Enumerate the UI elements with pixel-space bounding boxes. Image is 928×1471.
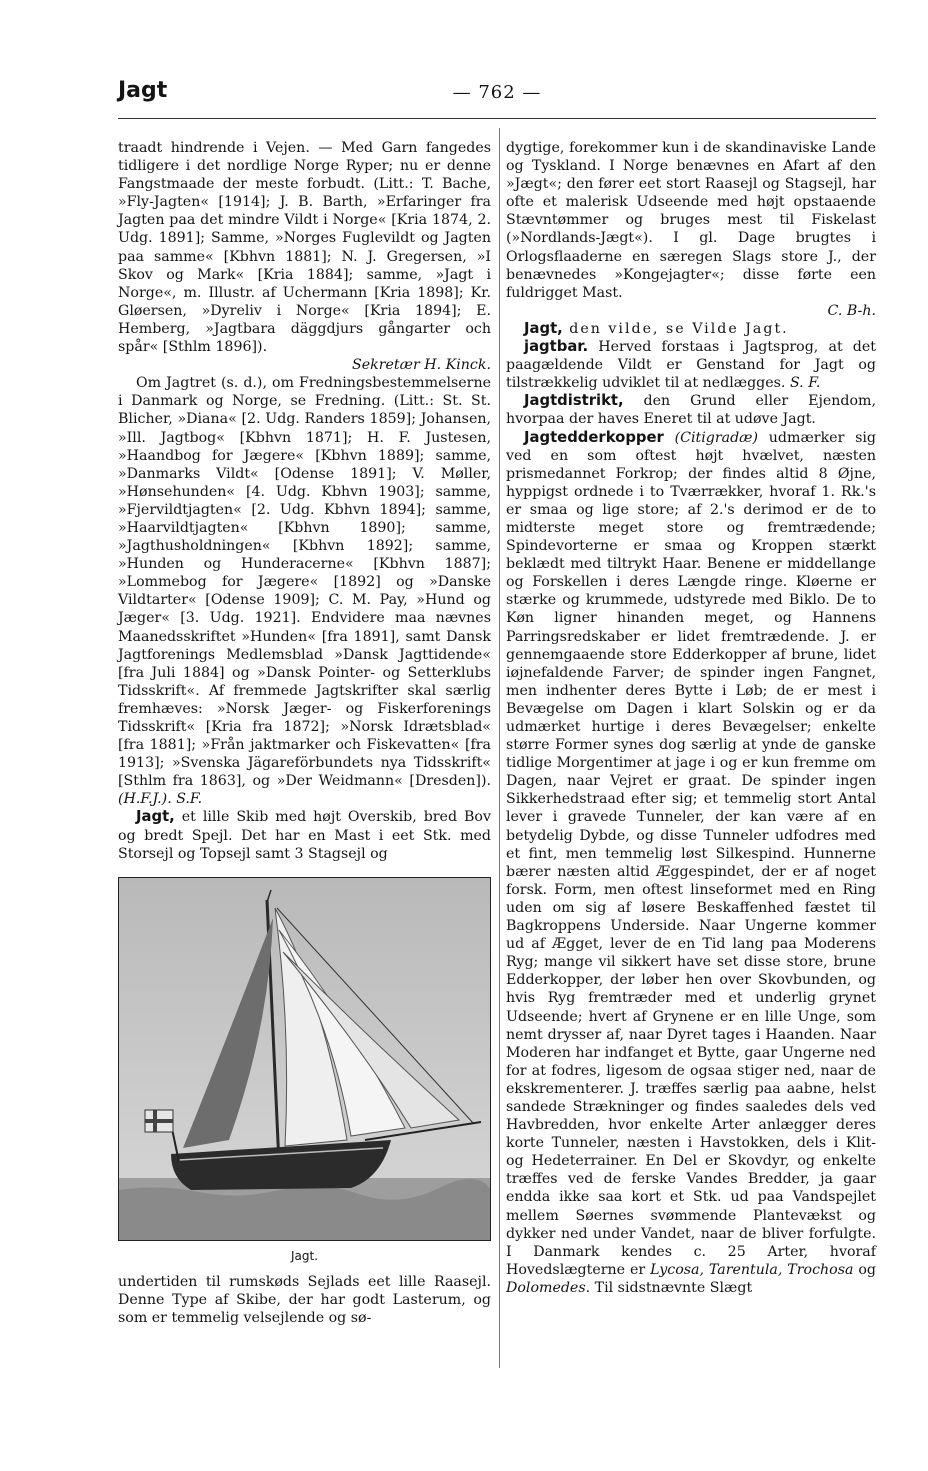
paragraph-jagt-garn: traadt hindrende i Vejen. — Med Garn fangedes tidligere i det nordlige Norge Ryper; nu er denne Fangstmaade der meste forbudt. (Litt.: T. Bache, »Fly-Jagten« [1914]; J. B. Barth, »Erfaringer fra Jagten paa det mindre Vildt i Norge« [Kria 1874, 2. Udg. 1891]; Samme, »Norges Fuglevildt og Jagten paa samme« [Kbhvn 1881]; N. J. Gregersen, »I Skov og Mark« [Kria 1884]; samme, »Jagt i Norge«, m. Illustr. af Uchermann [Kria 1898]; Kr. Gløersen, »Dyreliv i Norge« [Kria 1894]; E. Hemberg, »Jagtbara däggdjurs gångarter och spår« [Sthlm 1896]). xyxy=(118,140,491,356)
page-header xyxy=(118,78,876,114)
signature-kinck: Sekretær H. Kinck. xyxy=(352,357,491,374)
entry-jagt-skib xyxy=(118,808,491,862)
genus-dolomedes: Dolomedes xyxy=(506,1279,586,1296)
genera-list: Lycosa, Tarentula, Trochosa xyxy=(650,1261,854,1278)
header-rule xyxy=(118,118,876,119)
entry-keyword-jagtedderkopper: Jagtedderkopper xyxy=(524,428,664,446)
entry-keyword-jagt-vilde: Jagt, xyxy=(524,319,563,337)
ship-image xyxy=(119,878,491,1240)
entry-jagtbar-body: Herved forstaas i Jagtsprog, at det paagældende Vildt er Genstand for Jagt og tilstrækkelig udviklet til at nedlægges. xyxy=(506,339,876,392)
entry-keyword-jagtbar: jagtbar. xyxy=(524,338,589,356)
entry-jagtdistrikt-body: den Grund eller Ejendom, hvorpaa der haves Eneret til at udøve Jagt. xyxy=(506,393,876,428)
entry-keyword-jagt: Jagt, xyxy=(136,808,175,826)
latin-name: (Citigradæ) xyxy=(674,429,759,446)
right-column xyxy=(506,139,876,1297)
entry-jagt-vilde xyxy=(506,320,876,338)
genera-og: og xyxy=(853,1261,877,1278)
entry-jagt-body: et lille Skib med højt Overskib, bred Bov og bredt Spejl. Det har en Mast i eet Stk. med Storsejl og Topsejl samt 3 Stagsejl og xyxy=(118,809,491,862)
jagtret-body: Om Jagtret (s. d.), om Fredningsbestemmelserne i Danmark og Norge, se Fredning. (Litt.: St. St. Blicher, »Diana« [2. Udg. Randers 1859]; Johansen, »Ill. Jagtbog« [Kbhvn 1871]; H. F. Justesen, »Haandbog for Jægere« [Kbhvn 1889]; samme, »Danmarks Vildt« [Odense 1891]; V. Møller, »Hønsehunden« [4. Udg. Kbhvn 1903]; samme, »Fjervildtjagten« [2. Udg. Kbhvn 1894]; samme, »Haarvildtjagten« [Kbhvn 1890]; samme, »Jagthusholdningen« [Kbhvn 1892]; samme, »Hunden og Hunderacerne« [Kbhvn 1887]; »Lommebog for Jægere« [1892] og »Danske Vildtarter« [Odense 1909]; C. M. Pay, »Hund og Jæger« [3. Udg. 1921]. Endvidere maa nævnes Maanedsskriftet »Hunden« [fra 1891], samt Dansk Jagtforenings Medlemsblad »Dansk Jagttidende« [fra Juli 1884] og »Dansk Pointer- og Setterklubs Tidsskrift«. Af fremmede Jagtskrifter skal særlig fremhæves: »Norsk Jæger- og Fiskerforenings Tidsskrift« [Kria fra 1872]; »Norsk Idrætsblad« [fra 1881]; »Från jaktmarker och Fiskevatten« [fra 1913]; »Svenska Jägareförbundets nya Tidsskrift« [Sthlm fra 1863], og »Der Weidmann« [Dresden]). xyxy=(118,375,491,790)
entry-keyword-jagtdistrikt: Jagtdistrikt, xyxy=(524,392,624,410)
flag-cross-horizontal xyxy=(145,1119,173,1123)
column-divider xyxy=(499,128,500,1368)
entry-jagtedderkopper xyxy=(506,429,876,1298)
paragraph-jagtret xyxy=(118,374,491,808)
figure-caption: Jagt. xyxy=(290,1248,319,1263)
signature-cbh: C. B-h. xyxy=(827,302,876,319)
paragraph-jagt-continued: dygtige, forekommer kun i de skandinaviske Lande og Tyskland. I Norge benævnes en Afart af den »Jægt«; den fører eet stort Raasejl og Stagsejl, har ofte et malerisk Udseende med højt opstaaende Stævntømmer og bruges mest til Fiskelast (»Nordlands-Jægt«). I gl. Dage brugtes i Orlogsflaaderne en særegen Slags store J., der benævnedes »Kongejagter«; disse førte een fuldrigget Mast. xyxy=(506,140,876,301)
entry-jagtdistrikt xyxy=(506,392,876,428)
ship-illustration xyxy=(118,877,491,1241)
signature-sf: S. F. xyxy=(789,375,821,392)
entry-jagtbar xyxy=(506,338,876,392)
entry-jagt-vilde-body: den vilde, se Vilde Jagt. xyxy=(562,320,789,337)
signature-hfj: (H.F.J.). S.F. xyxy=(118,791,203,808)
entry-jagtedderkopper-tail: . Til sidstnævnte Slægt xyxy=(585,1279,753,1296)
head-word: Jagt xyxy=(118,78,168,103)
left-column xyxy=(118,139,491,1327)
entry-jagtedderkopper-body: udmærker sig ved en som oftest højt hvælvet, næsten prismedannet Forkrop; der findes altid 8 Øjne, hyppigst ordnede i to Tværrækker, hvoraf 1. Rk.'s er smaa og lige store; af 2.'s derimod er de to midterste meget store og fremtrædende; Spindevorterne er smaa og Kroppen stærkt beklædt med tiltrykt Haar. Benene er middellange og Forskellen i deres Længde ringe. Kløerne er stærke og krummede, udstyrede med Biklo. De to Køn ligner hinanden meget, og Hannens Parringsredskaber er lidet fremtrædende. J. er gennemgaaende store Edderkopper af brune, lidet iøjnefaldende Farver; de spinder ingen Fangnet, men indhenter deres Bytte i Løb; de er mest i Bevægelse om Dagen i klart Solskin og er da udmærket hurtige i deres Bevægelser; enkelte større Former synes dog særlig at ynde de ganske tidlige Morgentimer at jage i og er kun fremme om Dagen, naar Vejret er graat. De spinder ingen Sikkerhedstraad efter sig; et temmelig stort Antal lever i gravede Tunneler, der kan være af en betydelig Dybde, og disse Tunneler udfodres med et fint, men temmelig løst Silkespind. Hunnerne bærer næsten altid Æggespindet, der er af noget forsk. Form, men oftest linseformet med en Ring uden om sig af løsere Beskaffenhed fæstet til Bagkroppens Underside. Naar Ungerne kommer ud af Ægget, lever de en Tid lang paa Moderens Ryg; mange vil sikkert have set disse store, brune Edderkopper, der løber hen over Skovbunden, og hvis Ryg fremtræder med et underlig grynet Udseende; hvert af Grynene er en lille Unge, som nemt drysser af, naar Dyret tages i Haanden. Naar Moderen har indfanget et Bytte, gaar Ungerne ned for at fodres, ligesom de ogsaa stiger ned, naar de ekskrementerer. J. træffes særlig paa aabne, helst sandede Strækninger og findes saaledes dels ved Havbredden, hvor enkelte Arter anlægger deres korte Tunneler, næsten i Havstokken, dels i Klit- og Hedeterrainer. En Del er Skovdyr, og enkelte træffes ved de ferske Vandes Bredder, ja gaar endda ikke saa kort et Stk. ud paa Vandspejlet mellem Søernes svømmende Plantevækst og dykker ned under Vandet, naar de bliver forfulgte. I Danmark kendes c. 25 Arter, hvoraf Hovedslægterne er xyxy=(506,429,876,1278)
entry-jagt-continued: undertiden til rumskøds Sejlads eet lille Raasejl. Denne Type af Skibe, der har godt Lasterum, og som er temmelig velsejlende og sø- xyxy=(118,1273,491,1327)
page-number: — 762 — xyxy=(452,82,542,103)
